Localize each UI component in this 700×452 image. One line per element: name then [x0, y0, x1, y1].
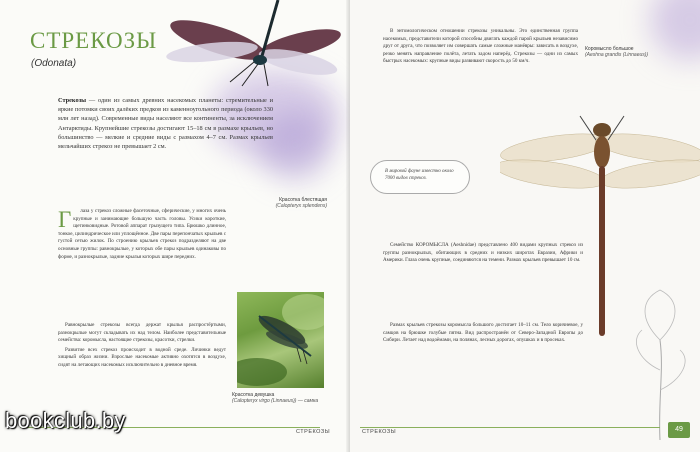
dragonfly-illustration-top — [150, 0, 350, 100]
right-paragraph-1 — [383, 28, 578, 68]
right-paragraph-1-text: В энтомологическом отношении стрекозы уникальны. Это единственная группа насекомых, представители которой способны двигать каждой парой крыльев независимо друг от друга, что позволяет им совершать самые сложные манёвры: зависать в воздухе, резко менять направление полёта, летать задом наперёд. Стрекозы — одни из самых быстрых насекомых: крупные виды развивают скорость до 50 км/ч. — [383, 28, 578, 65]
page-title: СТРЕКОЗЫ — [30, 28, 158, 53]
body-paragraph-3: Развитие всех стрекоз происходит в водной среде. Личинки ведут хищный образ жизни. Взрослые насекомые активно охотятся в воздухе, сидят на летающих насекомых исключительно в дневное время. — [58, 346, 226, 368]
body-column-left-lower — [58, 322, 226, 372]
right-page — [350, 0, 700, 452]
dragonfly-photo — [237, 292, 324, 388]
right-paragraph-2-text: Семейство КОРОМЫСЛА (Aeshnidae) представлено 400 видами крупных стрекоз из группы разнокрылых, обитающих в средних и низких широтах Евразии, Африки и Америки. Глаза очень крупные, соединяются на темени. Размах крыльев превышает 10 см. — [383, 242, 583, 264]
footer-left: СТРЕКОЗЫ — [296, 429, 331, 435]
caption-right-latin: (Aeshna grandis (Linnaeus)) — [585, 52, 649, 58]
caption-photo-latin: (Calopteryx virgo (Linnaeus)) — самка — [232, 398, 319, 404]
right-paragraph-3 — [383, 322, 583, 347]
right-paragraph-2 — [383, 242, 583, 267]
footer-right: СТРЕКОЗЫ — [362, 429, 397, 435]
intro-term: Стрекозы — [58, 97, 87, 104]
page-number: 49 — [668, 422, 690, 438]
right-paragraph-3-text: Размах крыльев стрекозы коромысла большого достигает 10–11 см. Тело коричневое, у самцов на брюшке голубые пятна. Вид распространён от Северо-Западной Европы до Сибири. Летает над водоёмами, на полянах, лесных дорогах, опушках и в просеках. — [383, 322, 583, 344]
intro-paragraph — [58, 96, 273, 151]
photo-content — [237, 292, 324, 388]
body-paragraph-2: Равнокрылые стрекозы всегда держат крылья распростёртыми, разнокрылые могут складывать их над телом. Наиболее представительные семейства: коромысла, настоящие стрекозы, красотки, стрелки. — [58, 322, 226, 344]
caption-top — [222, 197, 327, 209]
caption-right — [585, 46, 675, 58]
intro-text: — один из самых древних насекомых планеты: стремительные и яркие потомки своих далёких предков из каменноугольного периода (около 330 млн лет назад). Современные виды населяют все континенты, за исключением Антарктиды. Крупнейшие стрекозы достигают 15–18 см в размахе крыльев, но большинство — мелкие и средние виды с размахом 4–7 см. Размах крыльев мельчайших стрекоз не превышает 2 см. — [58, 97, 273, 151]
caption-right-name: Коромысло большое — [585, 46, 634, 52]
caption-top-name: Красотка блестящая — [279, 197, 327, 203]
body-column-left — [58, 208, 226, 261]
caption-photo-name: Красотка девушка — [232, 392, 275, 398]
dragonfly-illustration-large — [500, 110, 700, 350]
body-paragraph-1: лаза у стрекоз сложные фасеточные, сферические, у многих очень крупные и занимающие большую часть головы. Усики короткие, щетинковидные. Ротовой аппарат грызущего типа. Брюшко длинное, тонкое, цилиндрическое или уплощённое. Две пары перепончатых крыльев с густой сетью жилок. По строению крыльев стрекоз подразделяют на две основные группы: равнокрылые, у которых обе пары крыльев одинаковы по форме, и разнокрылые, задние крылья которых шире передних. — [58, 208, 226, 260]
site-watermark: bookclub.by — [5, 408, 126, 433]
caption-photo — [232, 392, 332, 404]
fact-bubble: В мировой фауне известно около 7000 видов стрекоз. — [370, 160, 470, 194]
drop-cap: Г — [58, 207, 72, 232]
page-subtitle: (Odonata) — [31, 58, 77, 69]
caption-top-latin: (Calopteryx splendens) — [275, 203, 327, 209]
footer-rule-right — [360, 427, 660, 428]
